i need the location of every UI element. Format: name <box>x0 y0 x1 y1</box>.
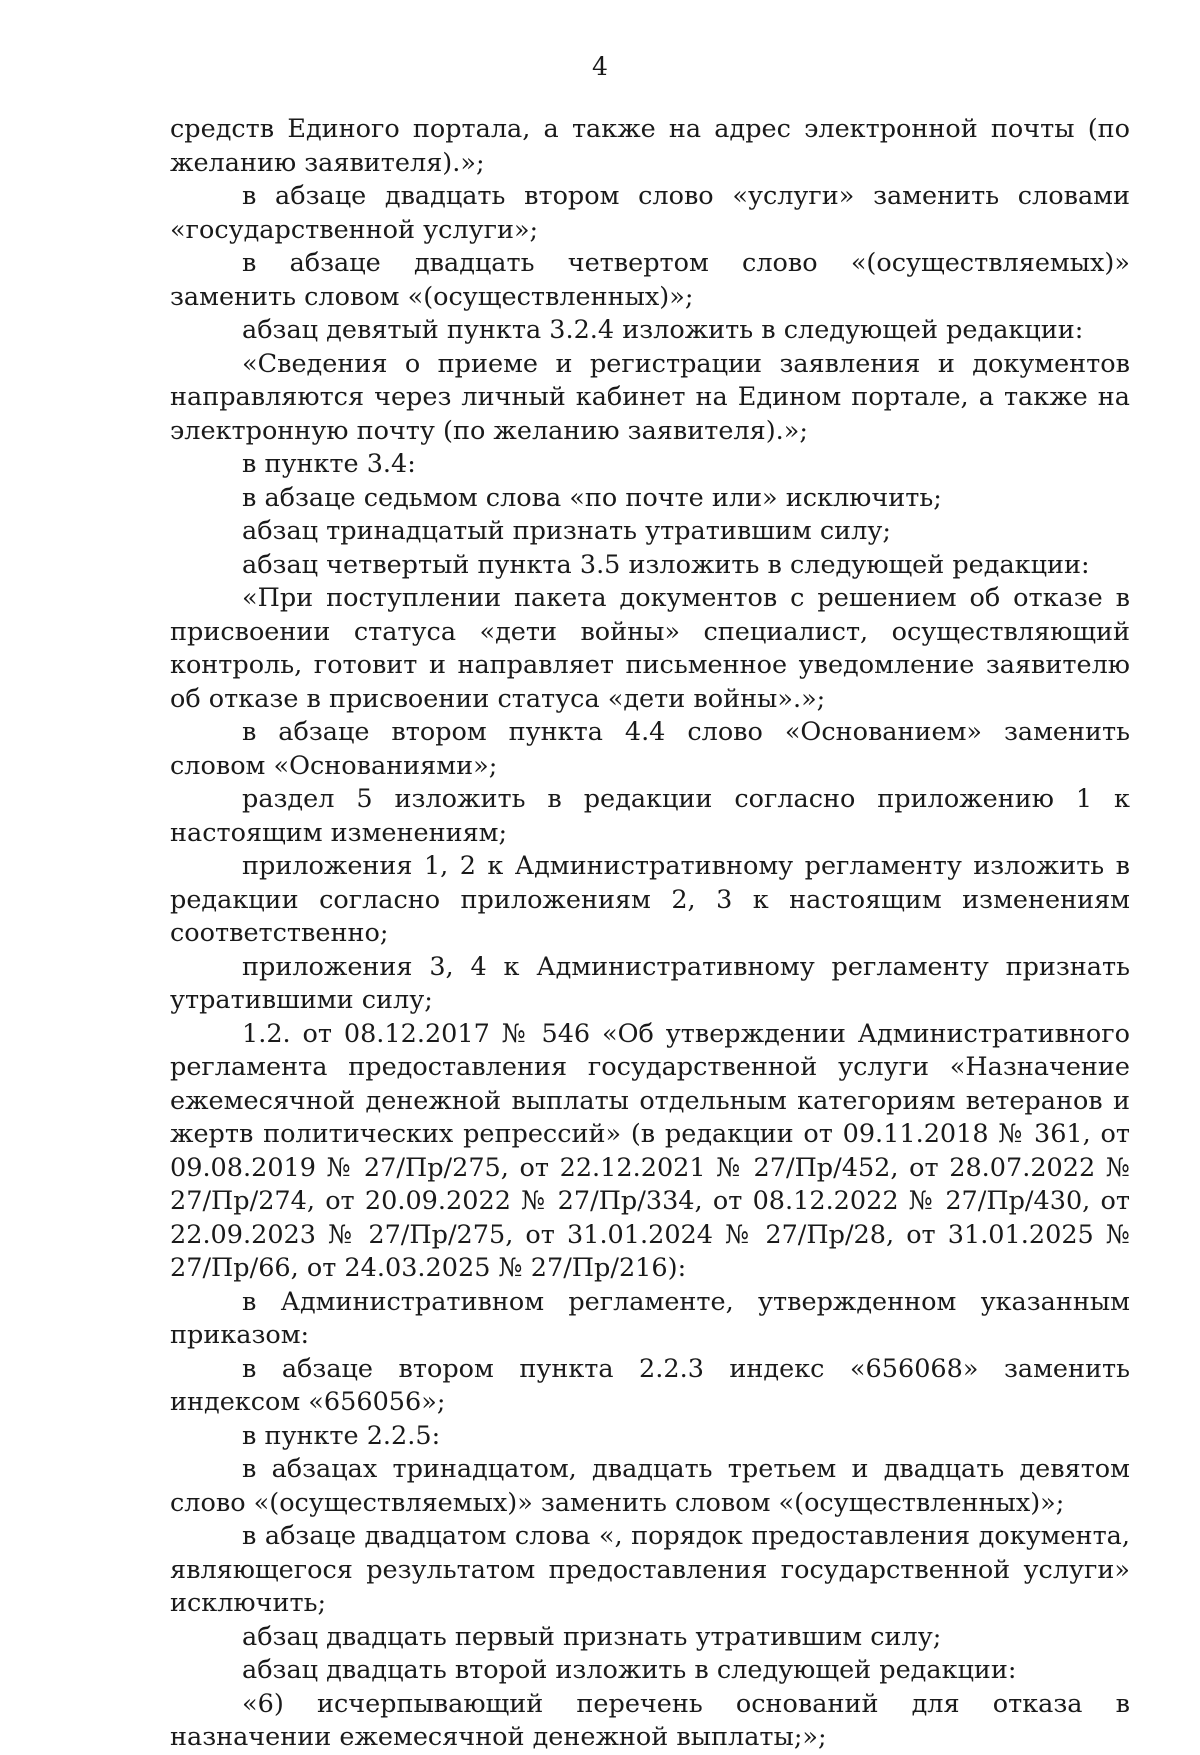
document-body <box>170 113 1130 1755</box>
paragraph: абзац тринадцатый признать утратившим силу; <box>242 516 891 546</box>
paragraph: в абзаце двадцать четвертом слово «(осуществляемых)» заменить словом «(осуществленных)»; <box>170 248 1130 312</box>
page-number: 4 <box>592 52 608 81</box>
paragraph: 1.2. от 08.12.2017 № 546 «Об утверждении Административного регламента предоставления государственной услуги «Назначение ежемесячной денежной выплаты отдельным категориям ветеранов и жертв политических репрессий» (в редакции от 09.11.2018 № 361, от 09.08.2019 № 27/Пр/275, от 22.12.2021 № 27/Пр/452, от 28.07.2022 № 27/Пр/274, от 20.09.2022 № 27/Пр/334, от 08.12.2022 № 27/Пр/430, от 22.09.2023 № 27/Пр/275, от 31.01.2024 № 27/Пр/28, от 31.01.2025 № 27/Пр/66, от 24.03.2025 № 27/Пр/216): <box>170 1018 1130 1283</box>
paragraph: абзац двадцать второй изложить в следующей редакции: <box>242 1655 1017 1685</box>
paragraph: в абзаце втором пункта 2.2.3 индекс «656068» заменить индексом «656056»; <box>170 1353 1130 1417</box>
paragraph: «Сведения о приеме и регистрации заявления и документов направляются через личный кабинет на Едином портале, а также на электронную почту (по желанию заявителя).»; <box>170 348 1130 446</box>
paragraph: в пункте 2.2.5: <box>242 1420 441 1451</box>
paragraph: в Административном регламенте, утвержденном указанным приказом: <box>170 1286 1130 1350</box>
paragraph: «6) исчерпывающий перечень оснований для отказа в назначении ежемесячной денежной выплаты;»; <box>170 1688 1130 1752</box>
paragraph: абзац девятый пункта 3.2.4 изложить в следующей редакции: <box>242 315 1084 345</box>
paragraph: в абзаце двадцать втором слово «услуги» заменить словами «государственной услуги»; <box>170 181 1130 245</box>
paragraph: абзац двадцать первый признать утратившим силу; <box>242 1621 942 1652</box>
paragraph: в пункте 3.4: <box>242 449 416 479</box>
paragraph: в абзаце седьмом слова «по почте или» исключить; <box>242 482 942 513</box>
paragraph: приложения 3, 4 к Административному регламенту признать утратившими силу; <box>170 951 1130 1015</box>
paragraph: средств Единого портала, а также на адрес электронной почты (по желанию заявителя).»; <box>170 114 1130 178</box>
paragraph: «При поступлении пакета документов с решением об отказе в присвоении статуса «дети войны» специалист, осуществляющий контроль, готовит и направляет письменное уведомление заявителю об отказе в присвоении статуса «дети войны».»; <box>170 583 1130 714</box>
paragraph: приложения 1, 2 к Административному регламенту изложить в редакции согласно приложениям 2, 3 к настоящим изменениям соответственно; <box>170 851 1130 948</box>
paragraph: раздел 5 изложить в редакции согласно приложению 1 к настоящим изменениям; <box>170 784 1130 848</box>
paragraph: в абзацах тринадцатом, двадцать третьем и двадцать девятом слово «(осуществляемых)» заменить словом «(осуществленных)»; <box>170 1454 1130 1518</box>
paragraph: в абзаце втором пункта 4.4 слово «Основанием» заменить словом «Основаниями»; <box>170 717 1130 781</box>
paragraph: абзац четвертый пункта 3.5 изложить в следующей редакции: <box>242 549 1090 580</box>
paragraph: в абзаце двадцатом слова «, порядок предоставления документа, являющегося результатом предоставления государственной услуги» исключить; <box>170 1521 1130 1618</box>
